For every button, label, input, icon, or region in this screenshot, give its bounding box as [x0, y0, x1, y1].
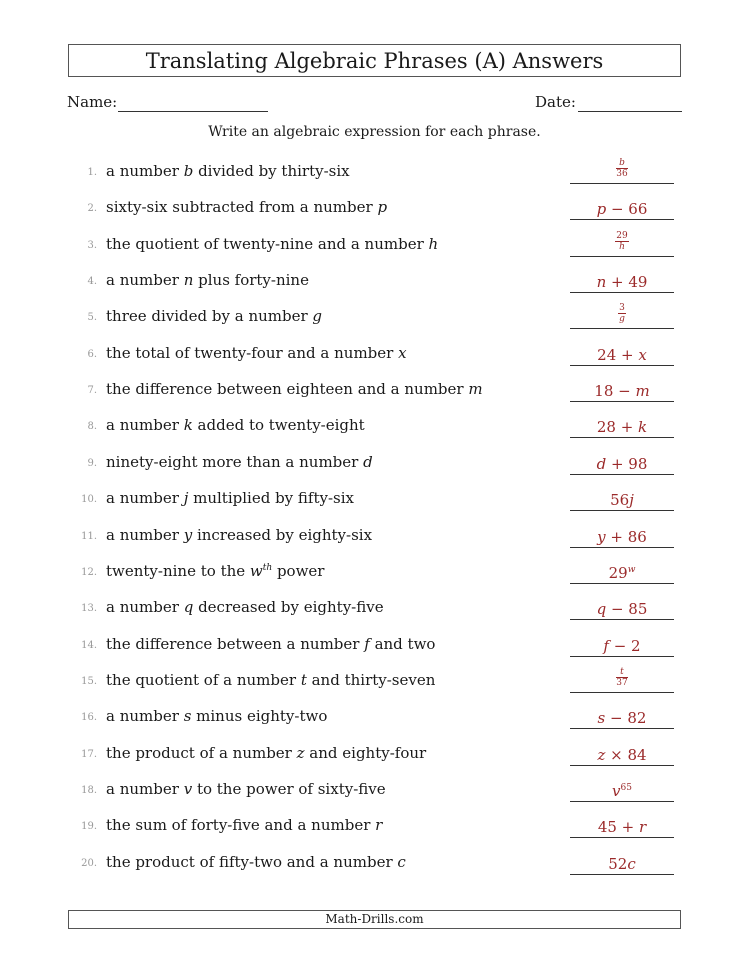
- answer: n + 49: [596, 273, 648, 291]
- question-number: 11.: [81, 531, 97, 542]
- question-text: a number k added to twenty-eight: [106, 416, 365, 434]
- question-text: sixty-six subtracted from a number p: [106, 198, 388, 216]
- question-text: the quotient of a number t and thirty-seven: [106, 671, 436, 689]
- answer: q − 85: [596, 600, 648, 618]
- question-number: 8.: [87, 421, 97, 432]
- answer-line: [570, 474, 674, 475]
- answer: 52c: [608, 855, 636, 873]
- question-text: the total of twenty-four and a number x: [106, 344, 407, 362]
- answer-line: [570, 437, 674, 438]
- answer-line: [570, 801, 674, 802]
- answer: 29$^w$: [608, 564, 636, 582]
- answer-line: [570, 365, 674, 366]
- answer-line: [570, 692, 674, 693]
- question-text: ninety-eight more than a number d: [106, 453, 373, 471]
- question-number: 17.: [81, 749, 97, 760]
- question-text: a number j multiplied by fifty-six: [106, 489, 354, 507]
- question-text: twenty-nine to the $w^{th}$ power: [106, 562, 325, 580]
- answer-line: [570, 619, 674, 620]
- question-number: 19.: [81, 821, 97, 832]
- answer: p − 66: [596, 200, 648, 218]
- question-text: a number b divided by thirty-six: [106, 162, 350, 180]
- question-number: 6.: [87, 349, 97, 360]
- answer: $\frac{b}{36}$: [616, 158, 628, 179]
- question-text: the product of fifty-two and a number c: [106, 853, 406, 871]
- question-number: 2.: [87, 203, 97, 214]
- question-number: 10.: [81, 494, 97, 505]
- question-number: 15.: [81, 676, 97, 687]
- question-text: the product of a number z and eighty-four: [106, 744, 427, 762]
- date-label: Date:: [535, 93, 576, 111]
- answer-line: [570, 219, 674, 220]
- footer: Math-Drills.com: [68, 910, 681, 929]
- question-number: 13.: [81, 603, 97, 614]
- question-text: a number q decreased by eighty-five: [106, 598, 384, 616]
- answer: 56j: [610, 491, 634, 509]
- answer: 18 − m: [594, 382, 650, 400]
- question-text: the sum of forty-five and a number r: [106, 816, 383, 834]
- answer: f − 2: [603, 637, 641, 655]
- question-number: 14.: [81, 640, 97, 651]
- answer-line: [570, 547, 674, 548]
- answer-line: [570, 510, 674, 511]
- question-number: 3.: [87, 240, 97, 251]
- name-label: Name:: [67, 93, 118, 111]
- answer: $v^{65}$: [612, 782, 632, 800]
- question-number: 7.: [87, 385, 97, 396]
- question-number: 9.: [87, 458, 97, 469]
- question-number: 18.: [81, 785, 97, 796]
- answer-line: [570, 401, 674, 402]
- answer-line: [570, 728, 674, 729]
- question-text: the quotient of twenty-nine and a number h: [106, 235, 439, 253]
- answer-line: [570, 292, 674, 293]
- answer-line: [570, 583, 674, 584]
- question-text: the difference between a number f and two: [106, 635, 436, 653]
- answer-line: [570, 837, 674, 838]
- question-text: a number n plus forty-nine: [106, 271, 309, 289]
- date-field-line[interactable]: [578, 111, 682, 112]
- answer: y + 86: [597, 528, 647, 546]
- answer-line: [570, 874, 674, 875]
- answer-line: [570, 765, 674, 766]
- question-text: a number s minus eighty-two: [106, 707, 328, 725]
- answer-line: [570, 183, 674, 184]
- question-text: the difference between eighteen and a number m: [106, 380, 483, 398]
- answer: $\frac{t}{37}$: [616, 667, 628, 688]
- question-number: 16.: [81, 712, 97, 723]
- question-text: a number y increased by eighty-six: [106, 526, 373, 544]
- answer: 45 + r: [597, 818, 647, 836]
- answer: d + 98: [596, 455, 648, 473]
- answer: $\frac{29}{h}$: [616, 231, 628, 252]
- question-number: 20.: [81, 858, 97, 869]
- question-number: 1.: [87, 167, 97, 178]
- answer-line: [570, 656, 674, 657]
- question-number: 4.: [87, 276, 97, 287]
- name-field-line[interactable]: [118, 111, 268, 112]
- answer: z × 84: [597, 746, 647, 764]
- answer-line: [570, 328, 674, 329]
- question-text: three divided by a number g: [106, 307, 323, 325]
- question-text: a number v to the power of sixty-five: [106, 780, 386, 798]
- answer: $\frac{3}{g}$: [619, 303, 625, 324]
- answer: 24 + x: [597, 346, 647, 364]
- worksheet-title: Translating Algebraic Phrases (A) Answers: [68, 44, 681, 77]
- question-number: 12.: [81, 567, 97, 578]
- answer: 28 + k: [596, 418, 648, 436]
- question-number: 5.: [87, 312, 97, 323]
- instructions: Write an algebraic expression for each phrase.: [208, 124, 541, 140]
- answer: s − 82: [597, 709, 647, 727]
- answer-line: [570, 256, 674, 257]
